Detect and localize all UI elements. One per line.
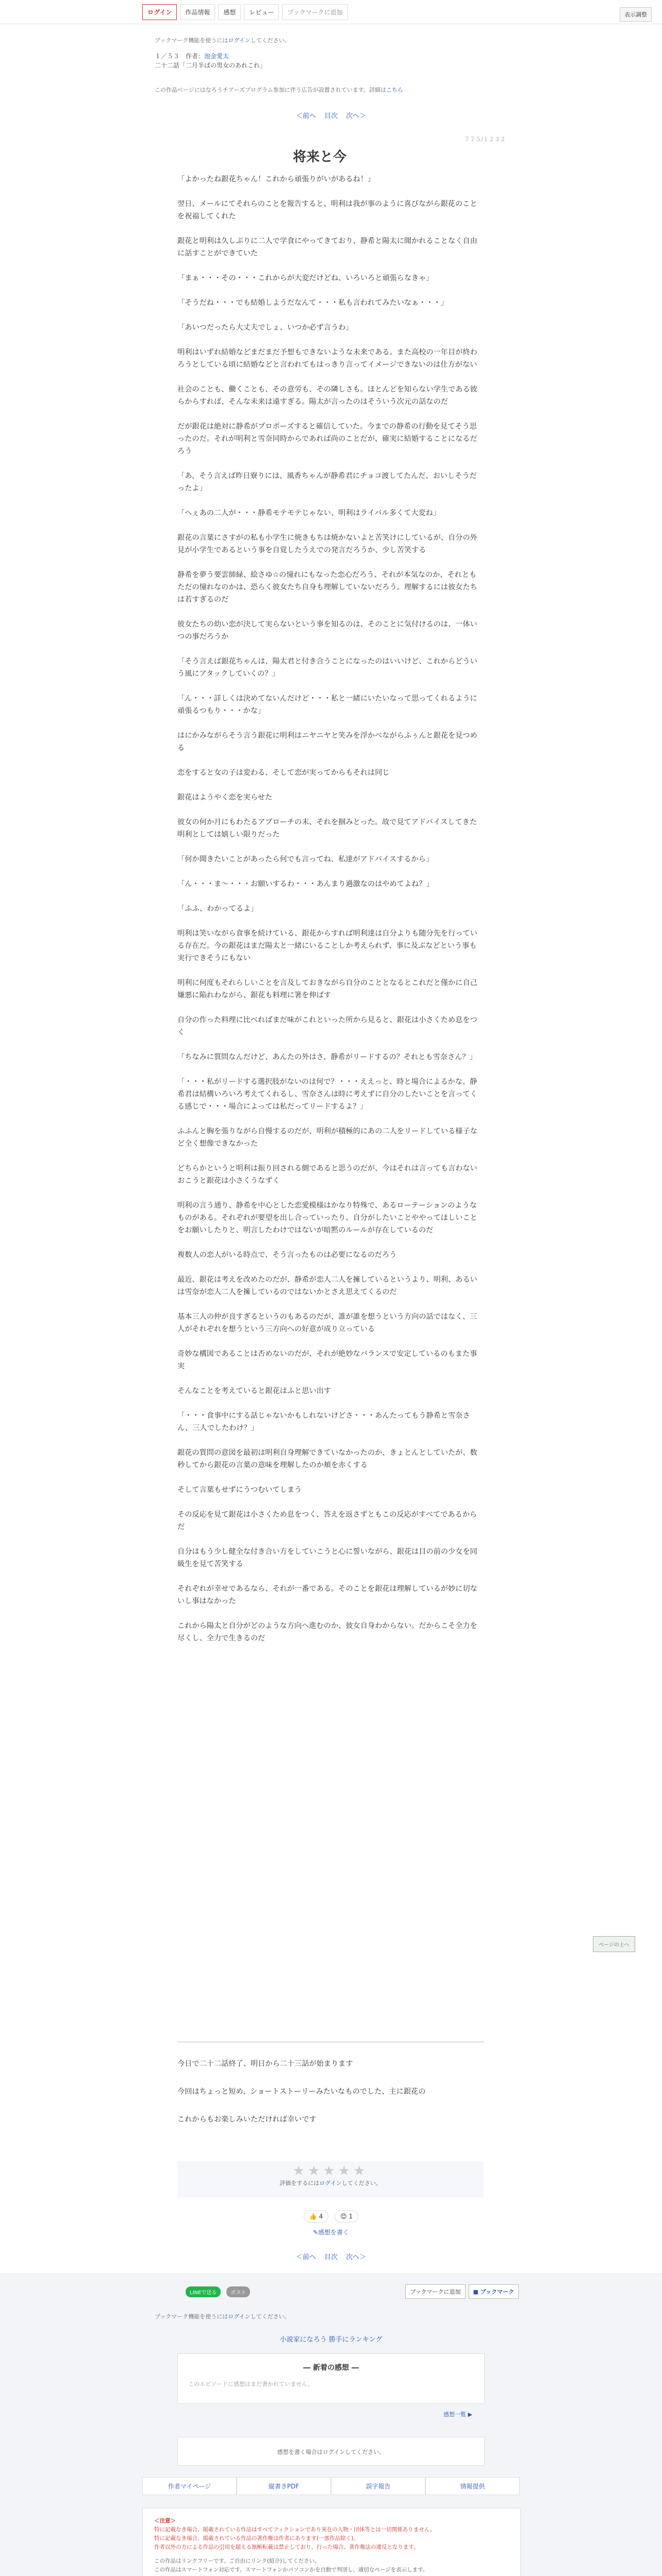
- write-impression-link[interactable]: ✎感想を書く: [312, 2229, 350, 2236]
- novel-paragraph: 最近、銀花は考えを改めたのだが、静希が恋人二人を擁しているというより、明利、あるいは雪奈が恋人二人を擁しているのではないかとさえ思えてくるのだ: [177, 1276, 477, 1296]
- novel-paragraph: 奇妙な構図であることは否めないのだが、それが絶妙なバランスで安定しているのもまた事実: [177, 1350, 477, 1370]
- vertical-pdf-link[interactable]: 縦書きPDF: [237, 2477, 331, 2495]
- impression-login-text: 感想を書く場合はログインしてください。: [277, 2449, 385, 2455]
- caution-line-5: この作品はスマートフォン対応です。スマートフォンかパソコンかを自動で判別し、適切なページを表示します。: [154, 2567, 428, 2573]
- novel-paragraph: そして言葉もせずにうつむいてしまう: [177, 1486, 302, 1494]
- novel-paragraph: 恋をすると女の子は変わる、そして恋が実ってからもそれは同じ: [177, 769, 390, 777]
- impressions-box: [177, 2353, 485, 2404]
- novel-paragraph: だが銀花は絶対に静希がプロポーズすると確信していた。今までの静希の行動を見てそう思ったのだ。それが明利と雪奈同時からであれば尚のことだが、確実に結婚することになるだろう: [177, 422, 477, 455]
- novel-paragraph: どちらかというと明利は振り回される側であると思うのだが、今はそれは言っても言わないおこうと銀花は小さくうなずく: [177, 1164, 477, 1185]
- ranking-link[interactable]: 小説家になろう 勝手にランキング: [279, 2336, 383, 2344]
- novel-paragraph: 銀花はようやく恋を実らせた: [177, 793, 273, 802]
- bookmark-add-button-bottom[interactable]: ブックマークに追加: [405, 2284, 465, 2299]
- novel-paragraph: 「そう言えば銀花ちゃんは、陽太君と付き合うことになったのはいいけど、これからどういう風にアタックしていくの？」: [177, 657, 477, 678]
- novel-paragraph: 「ん・・・ま～・・・お願いするわ・・・あんまり過激なのはやめてよね？」: [177, 880, 434, 888]
- novel-paragraph: 翌日、メールにてそれらのことを報告すると、明利は我が事のように喜びながら銀花のことを祝福してくれた: [177, 200, 477, 221]
- caution-box: [142, 2508, 521, 2576]
- caution-line-1: 特に記載なき場合、掲載されている作品はすべてフィクションであり実在の人物・団体等とは一切関係ありません。: [154, 2527, 436, 2533]
- afterword-paragraph: これからもお楽しみいただければ幸いです: [177, 2115, 317, 2124]
- novel-paragraph: 「へぇあの二人が・・・静希モテモテじゃない、明利はライバル多くて大変ね」: [177, 509, 441, 517]
- rating-login-link[interactable]: ログイン: [319, 2180, 342, 2187]
- novel-paragraph: 「まぁ・・・その・・・これからが大変だけどね、いろいろと頑張らなきゃ」: [177, 274, 434, 282]
- bookmark-button[interactable]: ■ ブックマーク: [469, 2284, 519, 2299]
- novel-paragraph: 「あいつだったら大丈夫でしょ、いつか必ず言うわ」: [177, 324, 353, 332]
- bookmark-controls: [405, 2284, 519, 2299]
- impressions-tab[interactable]: 感想: [218, 4, 241, 20]
- caution-line-4: この作品はリンクフリーです。ご自由にリンク(紹介)してください。: [154, 2558, 320, 2564]
- back-to-top-button[interactable]: ページの上へ: [593, 1936, 635, 1952]
- novel-paragraph: ふふんと胸を張りながら自慢するのだが、明利が積極的にあの二人をリードしている様子など全く想像できなかった: [177, 1127, 477, 1148]
- bookmark-notice: ブックマーク機能を使うにはログインしてください。: [155, 37, 290, 44]
- ad-details-link[interactable]: こちら: [386, 87, 403, 93]
- rating-text: 評価をするにはログインしてください。: [279, 2180, 382, 2187]
- toc-link-bottom[interactable]: 目次: [324, 2253, 338, 2261]
- episode-count: １／５３: [155, 53, 180, 60]
- novel-paragraph: 複数人の恋人がいる時点で、そう言ったものは必要になるのだろう: [177, 1251, 397, 1259]
- reactions: [0, 2210, 662, 2236]
- novel-paragraph: 「・・・食事中にする話じゃないかもしれないけどさ・・・あんたってもう静希と雪奈さん、三人でしたわけ？」: [177, 1412, 470, 1432]
- novel-paragraph: 自分はもう少し健全な付き合い方をしていこうと心に誓いながら、銀花は目の前の少女を同級生を見て苦笑する: [177, 1548, 477, 1568]
- novel-paragraph: 基本三人の仲が良すぎるというのもあるのだが、誰が誰を想うという方向の話ではなく、三人がそれぞれを想うという三方向への好意が成り立っている: [177, 1313, 477, 1333]
- novel-paragraph: 「ふふ、わかってるよ」: [177, 905, 258, 913]
- prev-link[interactable]: ＜前へ: [295, 112, 316, 120]
- info-report-link[interactable]: 情報提供: [425, 2477, 520, 2495]
- prev-link-bottom[interactable]: ＜前へ: [295, 2253, 316, 2261]
- novel-paragraph: 銀花と明利は久しぶりに二人で学食にやってきており、静希と陽太に聞かれることなく自由に話すことができていた: [177, 237, 477, 258]
- novel-paragraph: 「そうだね・・・でも結婚しようだなんて・・・私も言われてみたいなぁ・・・」: [177, 299, 448, 307]
- toc-link[interactable]: 目次: [324, 112, 338, 120]
- afterword: [177, 2058, 484, 2141]
- novel-paragraph: 彼女の何か月にもわたるアプローチの末、それを掴みとった。故で見てアドバイスしてきた明利としては嬉しい限りだった: [177, 818, 477, 839]
- ad-notice: この作品ページにはなろうチアーズプログラム参加に伴う広告が設置されています。詳細はこちら: [155, 87, 403, 93]
- work-info-tab[interactable]: 作品情報: [180, 4, 215, 20]
- novel-paragraph: 銀花の言葉にさすがの私も小学生に焼きもちは焼かないよと苦笑けにしているが、自分の外見が小学生であるという事を自覚したうえでの発言だろうか、少し苦笑する: [177, 534, 477, 554]
- novel-paragraph: 「・・・私がリードする選択肢がないのは何で？・・・ええっと、時と場合によるかな、静希君は結構いろいろ考えてくれるし、雪奈さんは時に考えずに自分のしたいことを言ってくる感じで・・・場合によっては私だってリードするよ？」: [177, 1078, 477, 1111]
- impressions-empty: このエピソードに感想はまだ書かれていません。: [188, 2381, 313, 2387]
- typo-report-link[interactable]: 誤字報告: [331, 2477, 425, 2495]
- novel-paragraph: その反応を見て銀花は小さくため息をつく、答えを返さずともこの反応がすべてであるからだ: [177, 1511, 477, 1531]
- author-mypage-link[interactable]: 作者マイページ: [142, 2477, 237, 2495]
- caution-heading: ＜注意＞: [154, 2518, 176, 2524]
- line-share-button[interactable]: LINEで送る: [186, 2286, 221, 2297]
- impressions-title: ― 新着の感想 ―: [303, 2364, 359, 2372]
- novel-paragraph: 銀花の質問の意図を最初は明利自身理解できていなかったのか、きょとんとしていたが、数秒してから銀花の言葉の意味を理解したのか頬を赤くする: [177, 1449, 477, 1469]
- login-button[interactable]: ログイン: [142, 4, 177, 20]
- chapter-title: 二十二話「二月半ばの男女のあれこれ」: [155, 62, 267, 69]
- author-link[interactable]: 池金愛太: [204, 53, 229, 60]
- caution-line-3: 作者以外の方による作品の引用を超える無断転載は禁止しており、行った場合、著作権法の違反となります。: [154, 2544, 419, 2550]
- novel-paragraph: そんなことを考えていると銀花はふと思い出す: [177, 1387, 331, 1395]
- caution-line-2: 特に記載なき場合、掲載されている作品の著作権は作者にあります(一部作品除く)。: [154, 2535, 359, 2541]
- top-bar: [0, 0, 662, 24]
- notice-login-link[interactable]: ログイン: [228, 37, 251, 44]
- bookmark-notice-bottom: ブックマーク機能を使うにはログインしてください。: [155, 2313, 290, 2320]
- rating-box: [177, 2161, 484, 2197]
- share-bar: [186, 2286, 253, 2297]
- impression-login-box: [177, 2437, 485, 2466]
- post-share-button[interactable]: ポスト: [226, 2286, 250, 2297]
- novel-paragraph: はにかみながらそう言う銀花に明利はニヤニヤと笑みを浮かべながらふぅんと銀花を見つめる: [177, 732, 477, 752]
- episode-title: 将来と今: [292, 149, 346, 165]
- novel-paragraph: 社会のことも、働くことも、その意労も、その隣しさも。ほとんどを知らない学生である彼らからすれば、そんな未来は遠すぎる。陽太が言ったのはそういう次元の話なのだ: [177, 385, 477, 406]
- novel-paragraph: 「よかったね銀花ちゃん！これから頑張りがいがあるね！」: [177, 175, 375, 183]
- novel-paragraph: 明利はいずれ結婚などまだまだ予想もできないような未来である。また高校の一年目が終わろうとしている頃に結婚などと言われてもはっきり言ってイメージできないのは仕方がない: [177, 348, 477, 369]
- novel-paragraph: 明利は笑いながら食事を続けている、銀花からすれば明利達は自分よりも随分先を行っている存在だ。今の銀花はまだ陽太と一緒にいることしか考えられず、事に及ぶなどという事も実行できそうにもない: [177, 929, 477, 962]
- novel-paragraph: 「ん・・・詳しくは決めてないんだけど・・・私と一緒にいたいなって思ってくれるように頑張るつもり・・・かな」: [177, 694, 477, 715]
- afterword-paragraph: 今回はちょっと短め、ショートストーリーみたいなものでした、主に銀花の: [177, 2088, 426, 2096]
- afterword-paragraph: 今日で二十二話終了、明日から二十三話が始まります: [177, 2060, 353, 2068]
- next-link-bottom[interactable]: 次へ＞: [346, 2253, 367, 2261]
- footer-nav: [142, 2477, 520, 2495]
- notice-login-link-bottom[interactable]: ログイン: [228, 2313, 251, 2320]
- episode-number: ７７５/１２３２: [464, 136, 506, 143]
- novel-paragraph: 「あ、そう言えば昨日寮りには、風香ちゃんが静希君にチョコ渡してたんだ、おいしそうだったよ」: [177, 472, 477, 493]
- novel-paragraph: 静希を夢う要雲師緑、絵さゆ☆の憧れにもなった恋心だろう、それが本気なのか、それともただの憧れなのかは、恐らく彼女たち自身も理解していないだろう。理解するには彼女たちは若すぎるのだ: [177, 571, 477, 604]
- novel-paragraph: 明利の言う通り、静希を中心とした恋愛模様はかなり特殊で、あるローテーションのようなものがある。それぞれが要望を出し合っていったり、自分がしたいことややってほしいことをお願いしたりと、明言したわけではないが暗黙のルールが存在しているのだ: [177, 1201, 477, 1234]
- smile-reaction[interactable]: 😊 1: [335, 2210, 358, 2223]
- episode-meta: １／５３ 作者：池金愛太 二十二話「二月半ばの男女のあれこれ」: [155, 53, 267, 69]
- star-rating[interactable]: ★★★★★: [292, 2163, 369, 2179]
- novel-paragraph: それぞれが幸せであるなら、それが一番である。そのことを銀花は理解しているが妙に切ないし事はなかった: [177, 1585, 477, 1605]
- review-tab[interactable]: レビュー: [244, 4, 279, 20]
- novel-paragraph: 「ちなみに質問なんだけど、あんたの外はさ、静希がリードするの？それとも雪奈さん？」: [177, 1053, 477, 1061]
- display-settings-button[interactable]: 表示調整: [620, 7, 652, 22]
- next-link[interactable]: 次へ＞: [346, 112, 367, 120]
- impressions-list-link[interactable]: 感想一覧 ▶: [443, 2411, 472, 2418]
- novel-paragraph: これから陽太と自分がどのような方向へ進むのか、彼女自身わからない。だからこそ全力を尽くし、全力で生きるのだ: [177, 1622, 477, 1642]
- pager-bottom: [0, 2251, 662, 2261]
- novel-paragraph: 「何か聞きたいことがあったら何でも言ってね、私達がアドバイスするから」: [177, 855, 433, 863]
- bookmark-add-button[interactable]: ブックマークに追加: [282, 4, 347, 20]
- thumbs-up-reaction[interactable]: 👍 4: [304, 2210, 328, 2223]
- novel-paragraph: 自分の作った料理に比べればまだ味がこれといった所から見ると、銀花は小さくため息をつく: [177, 1016, 477, 1037]
- novel-body: [177, 173, 484, 1657]
- novel-paragraph: 明利に何度もそれらしいことを言及しておきながら自分のこととなるとこれだと僅かに自己嫌悪に陥れわながら、銀花も料理に箸を伸ばす: [177, 979, 477, 999]
- novel-paragraph: 彼女たちの幼い恋が決して実らないという事を知るのは、そのことに気付けるのは、一体いつの事だろうか: [177, 620, 477, 641]
- pager-top: [0, 110, 662, 120]
